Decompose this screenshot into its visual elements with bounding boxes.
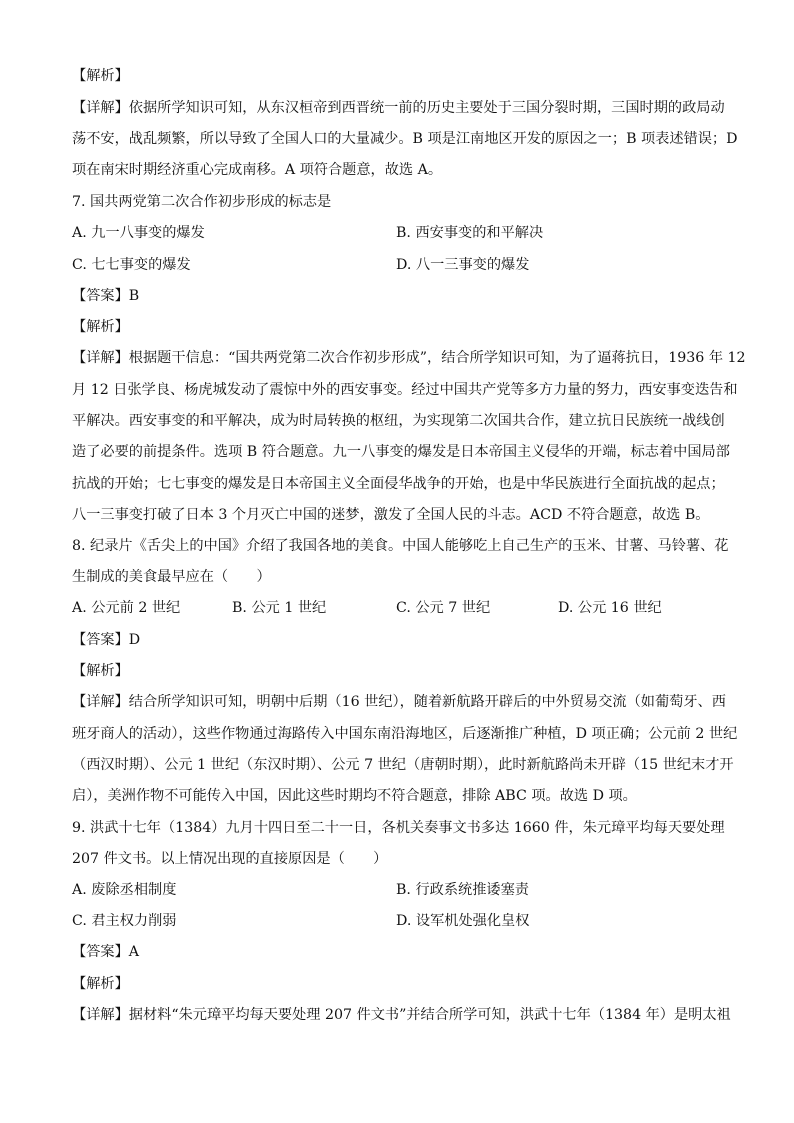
answer-line: 【答案】A — [72, 944, 139, 960]
detail-paragraph-line: 平解决。西安事变的和平解决，成为时局转换的枢纽，为实现第二次国共合作，建立抗日民族统一战线创 — [72, 413, 725, 429]
detail-paragraph-line: 荡不安，战乱频繁，所以导致了全国人口的大量减少。B 项是江南地区开发的原因之一；B 项表述错误；D — [72, 131, 738, 147]
question-7-stem: 7. 国共两党第二次合作初步形成的标志是 — [72, 194, 332, 210]
question-8-stem: 8. 纪录片《舌尖上的中国》介绍了我国各地的美食。中国人能够吃上自己生产的玉米、甘薯、马铃薯、花 — [72, 538, 729, 554]
option-b: B. 公元 1 世纪 — [232, 600, 327, 616]
option-a: A. 公元前 2 世纪 — [72, 600, 181, 616]
detail-paragraph-line: 八一三事变打破了日本 3 个月灭亡中国的迷梦，激发了全国人民的斗志。ACD 不符合题意，故选 B。 — [72, 507, 710, 523]
question-9-stem: 9. 洪武十七年（1384）九月十四日至二十一日，各机关奏事文书多达 1660 件，朱元璋平均每天要处理 — [72, 820, 725, 836]
option-a: A. 九一八事变的爆发 — [72, 225, 205, 241]
option-d: D. 公元 16 世纪 — [558, 600, 662, 616]
detail-paragraph-line: 【详解】依据所学知识可知，从东汉桓帝到西晋统一前的历史主要处于三国分裂时期，三国时期的政局动 — [72, 100, 725, 116]
detail-paragraph-line: （西汉时期）、公元 1 世纪（东汉时期）、公元 7 世纪（唐朝时期），此时新航路尚未开辟（15 世纪末才开 — [72, 757, 734, 773]
option-a: A. 废除丞相制度 — [72, 882, 177, 898]
detail-paragraph-line: 班牙商人的活动），这些作物通过海路传入中国东南沿海地区，后逐渐推广种植，D 项正确；公元前 2 世纪 — [72, 726, 738, 742]
question-9-stem: 207 件文书。以上情况出现的直接原因是（ ） — [72, 851, 388, 867]
question-8-stem: 生制成的美食最早应在（ ） — [72, 569, 271, 585]
option-d: D. 设军机处强化皇权 — [396, 913, 530, 929]
detail-paragraph-line: 启），美洲作物不可能传入中国，因此这些时期均不符合题意，排除 ABC 项。故选 D 项。 — [72, 788, 637, 804]
detail-paragraph-line: 【详解】根据题干信息：“国共两党第二次合作初步形成”，结合所学知识可知，为了逼蒋抗日，1936 年 12 — [72, 350, 746, 366]
option-b: B. 西安事变的和平解决 — [396, 225, 544, 241]
option-c: C. 七七事变的爆发 — [72, 257, 191, 273]
answer-line: 【答案】D — [72, 632, 141, 648]
detail-paragraph-line: 【详解】结合所学知识可知，明朝中后期（16 世纪），随着新航路开辟后的中外贸易交流（如葡萄牙、西 — [72, 694, 726, 710]
detail-paragraph-line: 造了必要的前提条件。选项 B 符合题意。九一八事变的爆发是日本帝国主义侵华的开端，标志着中国局部 — [72, 444, 730, 460]
answer-line: 【答案】B — [72, 288, 140, 304]
detail-paragraph-line: 抗战的开始；七七事变的爆发是日本帝国主义全面侵华战争的开始，也是中华民族进行全面抗战的起点； — [72, 476, 725, 492]
option-d: D. 八一三事变的爆发 — [396, 257, 530, 273]
detail-paragraph-line: 【详解】据材料“朱元璋平均每天要处理 207 件文书”并结合所学可知，洪武十七年（1384 年）是明太祖 — [72, 1007, 731, 1023]
analysis-heading: 【解析】 — [72, 319, 129, 335]
analysis-heading: 【解析】 — [72, 976, 129, 992]
analysis-heading: 【解析】 — [72, 663, 129, 679]
option-c: C. 公元 7 世纪 — [396, 600, 491, 616]
analysis-heading: 【解析】 — [72, 68, 129, 84]
detail-paragraph-line: 月 12 日张学良、杨虎城发动了震惊中外的西安事变。经过中国共产党等多方力量的努力，西安事变迭告和 — [72, 382, 738, 398]
option-b: B. 行政系统推诿塞责 — [396, 882, 529, 898]
option-c: C. 君主权力削弱 — [72, 913, 177, 929]
detail-paragraph-line: 项在南宋时期经济重心完成南移。A 项符合题意，故选 A。 — [72, 162, 443, 178]
